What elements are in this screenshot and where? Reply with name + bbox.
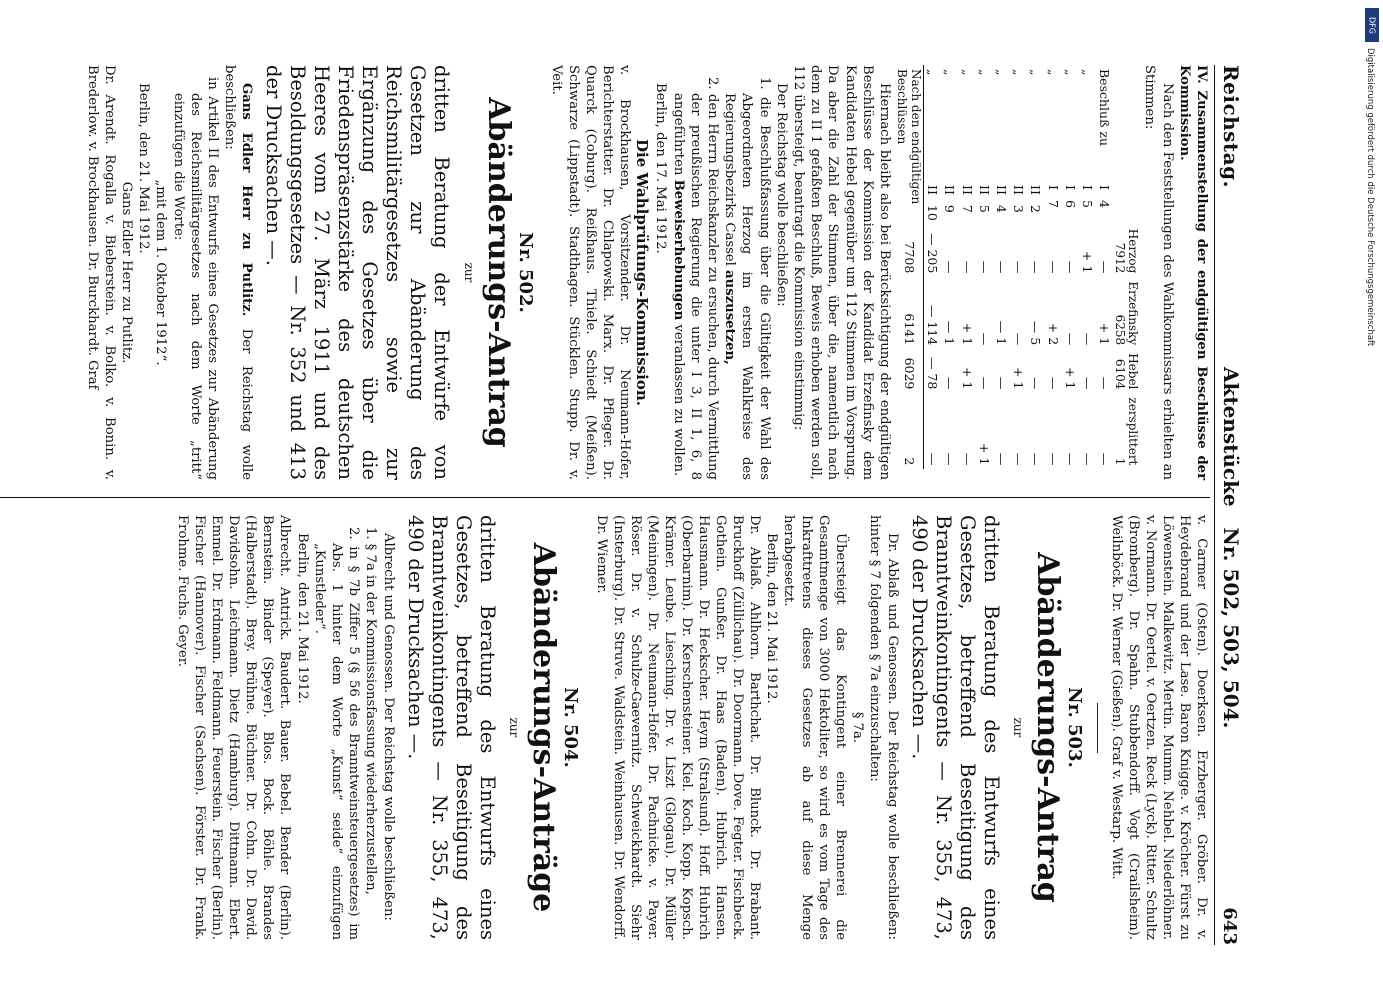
row-label: „ [1011,69,1027,76]
section-iv-number: IV. [1194,65,1209,84]
cell-hebel: — [993,376,1009,390]
supporters-502: Dr. Arendt. Rogalla v. Bieberstein. v. Bolko. v. Bonin. v. Brederlow. v. Brockhausen. Dr. Burckhardt. Graf [84,65,117,480]
signers-503: Dr. Ablaß. Ahlhorn. Barthchat. Dr. Blunck. Dr. Brabant. Bruckhoff (Züllichau). Dr. Doormann. Dove. Fegter. Fischbeck. Gothein. Gunßer. Dr. Haas (Baden). Hubrich. Hansen. Hausmann. Dr. Heckscher. Heym (Stralsund). Hoff. Hubrich (Oberbarnim). Dr. Kerschensteiner. Kiel. Koch. Kopp. Kopsch. Krämer. Leube. Liesching. Dr. v. Liszt (Glogau). Dr. Müller (Meiningen). Dr. Neumann-Hofer. Dr. Pachnicke. v. Payer. Röser. Dr. v. Schulze-Gaevernitz. Schweickhardt. Siehr (Insterburg). Dr. Struve. Waldstein. Weinhausen. Dr. Wendorff. Dr. Wiemer. [593,515,762,940]
cell-hebel: — 78 [925,357,941,390]
cell-herzog: + 1 [1079,250,1095,274]
cell-zersplittert: — [993,452,1009,466]
cell-erzefinsky: + 1 [959,322,975,346]
cell-erzefinsky: + 1 [1097,322,1113,346]
final-zersplittert: 2 [895,393,924,469]
cell-herzog: — [959,260,975,274]
vote-table [895,65,1139,469]
cell-hebel: — [1028,376,1044,390]
row-label: „ [925,69,941,76]
summary-paragraph: Hiernach bleibt also bei Berücksichtigung der endgültigen Beschlüsse der Kommission der Kandidat Erzefinsky dem Kandidaten Hebel gegenüber um 112 Stimmen im Vorsprung. Da aber die Zahl der Stimmen, über die, namentlich nach dem zu II 1 gefaßten Beschluß, Beweis erhoben werden soll, 112 übersteigt, beantragt die Kommission einstimmig: [790,65,892,480]
page-header [1214,65,1255,945]
row-number: 10 [925,204,941,221]
row-label: „ [942,69,958,76]
row-roman: II4 [993,185,1009,213]
cell-herzog: — [976,260,992,274]
row-label: „ [976,69,992,76]
header-center [1219,367,1243,729]
cell-erzefinsky: — 114 [925,304,941,346]
cell-hebel: — [976,376,992,390]
row-roman: II5 [976,185,992,213]
cell-hebel: + 1 [1011,366,1027,390]
cell-hebel: — [1097,376,1113,390]
short-rule [1097,703,1098,753]
doc-title-502: Abänderungs-Antrag [480,97,516,448]
cell-herzog: — [1011,260,1027,274]
row-label: „ [993,69,1009,76]
row-label: „ [1045,69,1061,76]
cell-herzog: — [1062,260,1078,274]
row-roman: II3 [1011,185,1027,213]
cell-zersplittert: — [1062,452,1078,466]
section-iv-heading [1176,65,1210,480]
left-column [84,65,1210,480]
date-503: Berlin, den 21. Mai 1912. [764,533,780,704]
row-roman: I4 [1097,185,1113,208]
cell-erzefinsky: — [1011,332,1027,346]
cell-hebel: + 1 [959,366,975,390]
cell-zersplittert: — [1045,452,1061,466]
final-erzefinsky: 6141 [895,277,924,349]
cell-erzefinsky: — 1 [993,320,1009,346]
doc-body-502: dritten Beratung der Entwürfe von Gesetzen zur Abänderung des Reichsmilitärgesetzes sowie zur Ergänzung des Gesetzes über die Friedenspräsenzstärke des deutschen Heeres vom 27. März 1911 und des Besoldungsgesetzes — Nr. 352 und 413 der Drucksachen —. [262,65,454,480]
motion-item-2 [669,65,721,480]
vote-table-row [1027,65,1044,469]
date-504: Berlin, den 21. Mai 1912. [294,533,310,704]
cell-hebel: + 1 [1062,366,1078,390]
page-number: 643 [1219,907,1240,945]
motion-2-tail: veranlassen zu wollen. [670,324,686,477]
row-roman: I6 [1062,185,1078,208]
vote-table-row [976,65,993,469]
cell-herzog: — [942,260,958,274]
final-herzog: 7708 [895,225,924,278]
right-column [174,515,1210,940]
cell-zersplittert: — [925,452,941,466]
doc-number-503: Nr. 503. [1064,687,1085,768]
vote-table-row [941,65,958,469]
cell-erzefinsky: — [1062,332,1078,346]
doc-zur-503: zur [1010,717,1025,738]
cell-erzefinsky: — [976,332,992,346]
cell-zersplittert: + 1 [976,442,992,466]
row-roman: II2 [1028,185,1044,213]
doc-body-504: dritten Beratung des Entwurfs eines Gesetzes, betreffend Beseitigung des Branntweinkontingents — Nr. 355, 473, 490 der Drucksachen —. [403,515,499,940]
motion-502-intro: Der Reichstag wolle beschließen: [222,65,255,480]
vote-table-row [1096,65,1113,469]
motion-504-item-2: 2. in § 7b Ziffer 5 (§ 56 des Branntweinsteuergesetzes) im Abs. 1 hinter dem Worte „Kunst“ seide“ einzufügen „Kunstleder“. [311,527,362,940]
doc-body-503: dritten Beratung des Entwurfs eines Gesetzes, betreffend Beseitigung des Branntweinkontingents — Nr. 355, 473, 490 der Drucksachen —. [907,515,1003,940]
vote-table-row [958,65,975,469]
paragraph-7a: § 7a. [850,711,866,744]
col-header-erzefinsky: Erzefinsky 6258 [1113,281,1141,346]
header-center-numbers: Nr. 502, 503, 504. [1219,527,1243,729]
cell-erzefinsky: — 1 [942,320,958,346]
doc-title-504: Abänderungs-Anträge [525,542,561,913]
row-roman: II9 [942,185,958,213]
vote-table-row [1062,65,1079,469]
col-header-hebel: Hebel 6104 [1113,353,1141,390]
motion-item-1 [721,65,773,480]
row-label: „ [1079,69,1095,76]
col-header-zersplittert: zersplittert 1 [1113,397,1141,466]
digitization-credit [1363,0,1383,1000]
motion-intro: Der Reichstag wolle beschließen: [773,83,789,307]
row-number: 7 [1045,199,1061,208]
date-commission: Berlin, den 17. Mai 1912. [653,83,669,254]
motion-502-text: in Artikel II des Entwurfs eines Gesetzes zur Abänderung des Reichsmilitärgesetzes nach dem Worte „tritt“ einzufügen die Worte: [170,77,221,480]
row-roman: II7 [959,185,975,213]
motion-502-insert: „mit dem 1. Oktober 1912“. [153,179,169,366]
dfg-logo-icon: DFG [1365,8,1379,42]
date-502: Berlin, den 21. Mai 1912. [136,83,152,254]
motion-504-item-1: 1. § 7a in der Kommissionsfassung wiederherzustellen, [363,527,379,895]
signer-502: Gans Edler Herr zu Putlitz. [119,181,135,364]
cell-erzefinsky: + 2 [1045,322,1061,346]
row-number: 4 [1097,199,1113,208]
column-divider [0,497,1210,498]
cell-erzefinsky: — [1079,332,1095,346]
row-number: 4 [993,204,1009,213]
doc-number-502: Nr. 502. [514,232,536,313]
motion-2-emphasis: Beweiserhebungen [670,179,686,321]
motion-1-emphasis: auszusetzen, [722,270,738,365]
doc-zur-502: zur [461,262,476,283]
cell-zersplittert: — [1028,452,1044,466]
cell-zersplittert: — [1079,452,1095,466]
vote-table-row [923,65,941,469]
doc-title-503: Abänderungs-Antrag [1029,552,1065,903]
final-label: Nach den endgültigen Beschlüssen [895,65,924,225]
cell-hebel: — [1079,376,1095,390]
row-number: 6 [1062,199,1078,208]
row-number: 2 [1028,204,1044,213]
row-label: „ [959,69,975,76]
cell-zersplittert: — [1097,452,1113,466]
section-iv-title: Zusammenstellung der endgültigen Beschlüsse der Kommission. [1176,65,1209,481]
doc-zur-504: zur [506,717,521,738]
motion-502 [221,65,255,480]
motion-504: Albrecht und Genossen. Der Reichstag wolle beschließen: [380,533,396,921]
motion-503: Dr. Ablaß und Genossen. Der Reichstag wolle beschließen: hinter § 7 folgenden § 7a einzuschalten: [867,515,900,940]
cell-herzog: — [1097,260,1113,274]
row-label: Beschluß zu [1097,69,1113,147]
cell-zersplittert: — [942,452,958,466]
vote-table-row [993,65,1010,469]
motion-2-text: 2. den Herrn Reichskanzler zu ersuchen, durch Vermittlung der preußischen Regierung die unter I 3, II 1, 6, 8 angeführten [670,77,720,480]
commission-title: Die Wahlprüfungs-Kommission. [633,139,652,406]
final-hebel: 6029 [895,349,924,393]
cell-zersplittert: — [1011,452,1027,466]
row-number: 3 [1011,204,1027,213]
cell-herzog: — [1028,260,1044,274]
paragraph-7a-text: Übersteigt das Kontingent einer Brennerei die Gesamtmenge von 3000 Hektoliter, so wird es vom Tage des Inkrafttretens dieses Gesetzes ab auf diese Menge herabgesetzt. [781,515,848,940]
vote-table-final-row [895,65,924,469]
vote-intro: Nach den Feststellungen des Wahlkommissars erhielten an Stimmen: [1142,65,1175,480]
row-label: „ [1062,69,1078,76]
header-left: Reichstag. [1219,65,1243,189]
names-continued: v. Carmer (Osten). Doerksen. Erzberger. Gröber. Dr. v. Heydebrand und der Lase. Baron Knigge. v. Kröcher. Fürst zu Löwenstein. Malkewitz. Mertin. Mumm. Nehbel. Niederlöhner. v. Normann. Dr. Oertel. v. Oertzen. Reck (Lyck). Ritter. Schultz (Bromberg). Dr. Spahn. Stubbendorff. Vogt (Crailsheim). Weilnböck. Dr. Werner (Gießen). Graf v. Westarp. Witt. [1109,515,1209,940]
row-label: „ [1028,69,1044,76]
credit-text: Digitalisierung gefördert durch die Deutsche Forschungsgemeinschaft [1365,48,1375,347]
vote-table-row [1010,65,1027,469]
row-number: 5 [976,204,992,213]
row-roman: II10 [925,185,941,221]
row-number: 5 [1079,199,1095,208]
vote-table-row [1079,65,1096,469]
row-number: 9 [942,204,958,213]
cell-herzog: — 205 [925,232,941,274]
cell-herzog: — [1045,260,1061,274]
header-center-prefix: Aktenstücke [1219,366,1243,507]
row-number: 7 [959,204,975,213]
commission-members: v. Brockhausen, Vorsitzender. Dr. Neumann-Hofer, Berichterstatter. Dr. Chlapowski. Marx. Dr. Pfleger. Dr. Quarck (Coburg). Reißhaus. Thiele. Schiedt (Meißen). Schwarze (Lippstadt). Stadthagen. Stücklen. Stupp. Dr. v. Veit. [548,65,632,480]
col-header-herzog: Herzog 7912 [1113,228,1141,274]
cell-erzefinsky: — 5 [1028,320,1044,346]
signers-504: Albrecht. Antrick. Baudert. Bauer. Bebel. Bender (Berlin). Bernstein. Binder (Speyer). Blos. Bock. Böhle. Brandes (Halberstadt). Brey. Brühne. Büchner. Dr. Cohn. Dr. David. Davidsohn. Leichmann. Dietz (Hamburg). Dittmann. Ebert. Emmel. Dr. Erdmann. Feldmann. Feuerstein. Fischer (Berlin). Fischer (Hannover). Fischer (Sachsen). Förster. Dr. Frank. Frohme. Fuchs. Geyer. [175,515,293,940]
motion-1-text: 1. die Beschlußfassung über die Gültigkeit der Wahl des Abgeordneten Herzog im ersten Wahlkreise des Regierungsbezirks Cassel [722,77,772,480]
motion-502-mover: Gans Edler Herr zu Putlitz. [239,83,255,317]
cell-hebel: — [1045,376,1061,390]
cell-herzog: — [993,260,1009,274]
doc-number-504: Nr. 504. [559,687,581,768]
cell-zersplittert: — [959,452,975,466]
cell-hebel: — [942,376,958,390]
vote-table-row [1044,65,1061,469]
row-roman: I5 [1079,185,1095,208]
vote-table-header [1113,65,1139,469]
row-roman: I7 [1045,185,1061,208]
